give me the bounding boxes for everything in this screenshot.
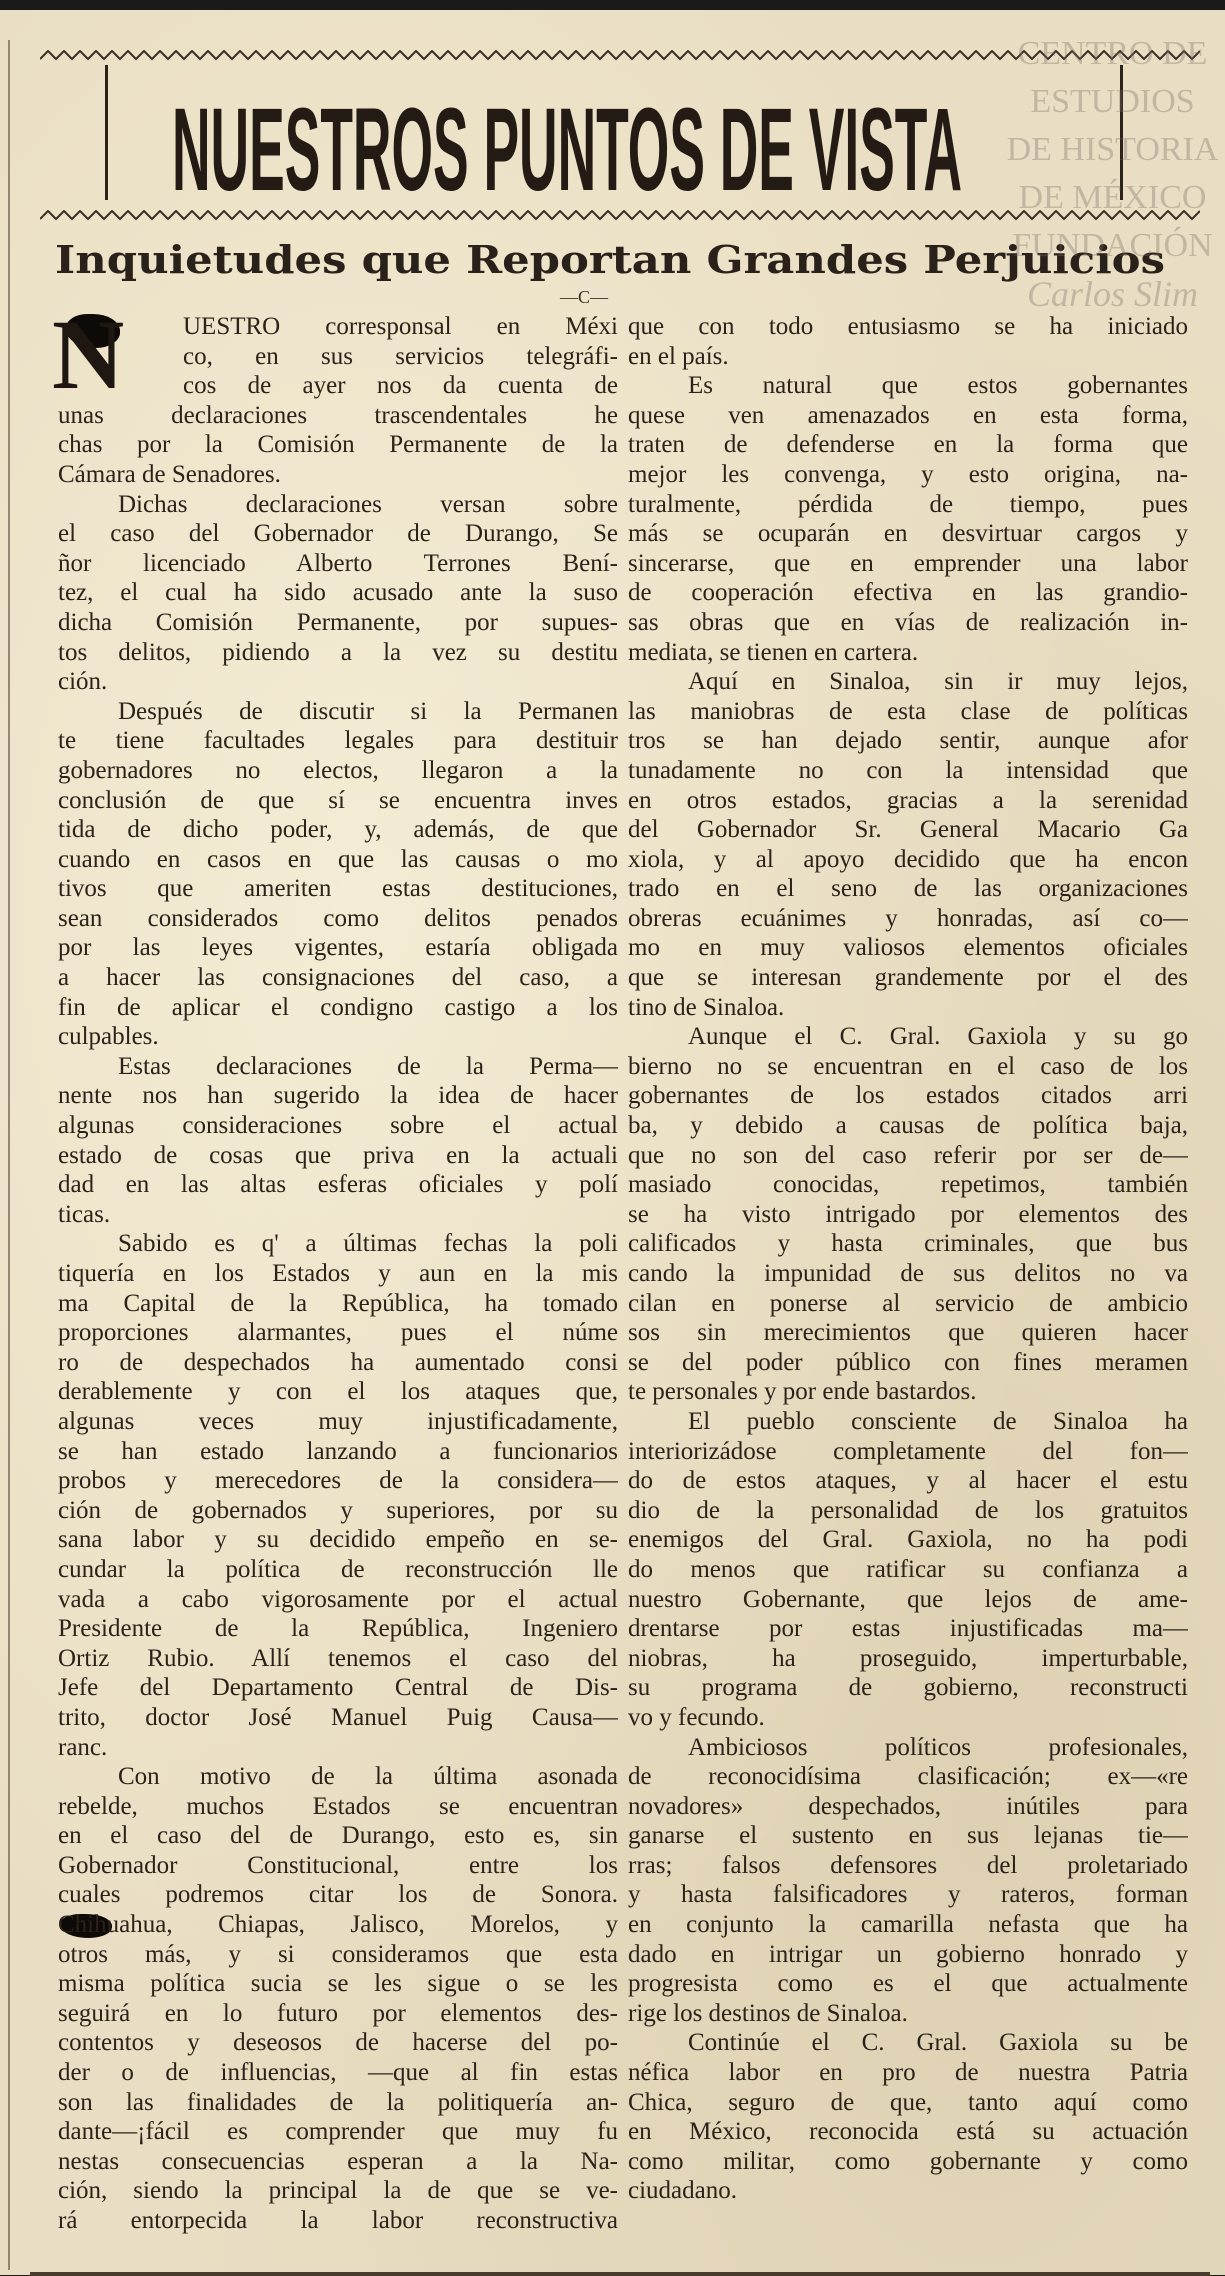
text-line: tez, el cual ha sido acusado ante la suso (58, 579, 618, 607)
text-line: ción. (58, 668, 108, 696)
text-line: obreras ecuánimes y honradas, así co— (628, 904, 1188, 932)
text-line: seguirá en lo futuro por elementos des- (58, 1999, 618, 2027)
text-line: estado de cosas que priva en la actuali (58, 1141, 618, 1169)
text-line: ciudadano. (628, 2177, 737, 2205)
text-line: mediata, se tienen en cartera. (628, 638, 919, 666)
text-line: unas declaraciones trascendentales he (58, 401, 618, 429)
paragraph (628, 1407, 1188, 1733)
text-line: sincerarse, que en emprender una labor (628, 549, 1188, 577)
text-line: Chica, seguro de que, tanto aquí como (628, 2088, 1188, 2116)
text-line: y hasta falsificadores y rateros, forman (628, 1881, 1188, 1909)
text-line: Continúe el C. Gral. Gaxiola su be (688, 2029, 1188, 2057)
text-line: dio de la personalidad de los gratuitos (628, 1496, 1188, 1524)
text-line: enemigos del Gral. Gaxiola, no ha podi (628, 1526, 1188, 1554)
text-line: Aunque el C. Gral. Gaxiola y su go (688, 1023, 1188, 1051)
text-line: novadores» despechados, inútiles para (628, 1792, 1188, 1820)
text-line: del Gobernador Sr. General Macario Ga (628, 816, 1188, 844)
bottom-rule (30, 2272, 1210, 2276)
watermark-line: DE HISTORIA (1006, 131, 1219, 168)
text-line: UESTRO corresponsal en Méxi (183, 313, 618, 340)
paragraph (628, 667, 1188, 1022)
right-column (628, 312, 1188, 2206)
left-column (52, 299, 618, 2236)
text-line: Ambiciosos políticos profesionales, (688, 1733, 1188, 1761)
text-line: otros más, y si consideramos que esta (58, 1940, 618, 1968)
text-line: vada a cabo vigorosamente por el actual (58, 1585, 618, 1613)
masthead-title: NUESTROS PUNTOS DE VISTA (172, 84, 962, 216)
text-line: drentarse por estas injustificadas ma— (628, 1615, 1188, 1643)
text-line: conclusión de que sí se encuentra inves (58, 786, 618, 814)
text-line: las maniobras de esta clase de políticas (628, 697, 1188, 725)
text-line: se ha visto intrigado por elementos des (628, 1200, 1188, 1228)
text-line: rras; falsos defensores del proletariado (628, 1851, 1188, 1879)
text-line: su programa de gobierno, reconstructi (628, 1674, 1188, 1702)
text-line: ro de despechados ha aumentado consi (58, 1348, 618, 1376)
text-line: el caso del Gobernador de Durango, Se (58, 520, 618, 548)
text-line: cuando en casos en que las causas o mo (58, 845, 618, 873)
text-line: Presidente de la República, Ingeniero (58, 1615, 618, 1643)
text-line: dicha Comisión Permanente, por supues- (58, 608, 618, 636)
border-rule (8, 40, 10, 2270)
text-line: calificados y hasta criminales, que bus (628, 1230, 1188, 1258)
text-line: sana labor y su decidido empeño en se- (58, 1526, 618, 1554)
text-line: se han estado lanzando a funcionarios (58, 1437, 618, 1465)
text-line: sean considerados como delitos penados (58, 904, 618, 932)
text-line: mo en muy valiosos elementos oficiales (628, 934, 1188, 962)
text-line: en conjunto la camarilla nefasta que ha (628, 1911, 1188, 1939)
watermark-line: FUNDACIÓN (1012, 227, 1213, 264)
text-line: trito, doctor José Manuel Puig Causa— (58, 1703, 618, 1731)
text-line: dad en las altas esferas oficiales y polí (58, 1171, 618, 1199)
text-line: cundar la política de reconstrucción lle (58, 1555, 618, 1583)
text-line: Con motivo de la última asonada (118, 1763, 618, 1791)
text-line: ma Capital de la República, ha tomado (58, 1289, 618, 1317)
text-line: culpables. (58, 1023, 159, 1051)
text-line: vo y fecundo. (628, 1703, 765, 1731)
text-line: por las leyes vigentes, estaría obligada (58, 934, 618, 962)
text-line: cuales podremos citar los de Sonora. (58, 1881, 618, 1909)
text-line: en otros estados, gracias a la serenidad (628, 786, 1188, 814)
paragraph (58, 490, 618, 697)
text-line: como militar, como gobernante y como (628, 2147, 1188, 2175)
text-line: misma política sucia se les sigue o se les (58, 1970, 618, 1998)
text-line: Cámara de Senadores. (58, 460, 281, 488)
text-line: Jefe del Departamento Central de Dis- (58, 1674, 618, 1702)
text-line: sas obras que en vías de realización in- (628, 608, 1188, 636)
paragraph (58, 1762, 618, 2236)
text-line: Ortiz Rubio. Allí tenemos el caso del (58, 1644, 618, 1672)
text-line: ganarse el sustento en sus lejanas tie— (628, 1822, 1188, 1850)
text-line: algunas veces muy injustificadamente, (58, 1407, 618, 1435)
text-line: tida de dicho poder, y, además, de que (58, 816, 618, 844)
text-line: Chihuahua, Chiapas, Jalisco, Morelos, y (58, 1911, 618, 1939)
text-line: te tiene facultades legales para destituir (58, 727, 618, 755)
archive-watermark (1000, 30, 1225, 318)
text-line: niobras, ha proseguido, imperturbable, (628, 1644, 1188, 1672)
paragraph (628, 312, 1188, 371)
text-line: co, en sus servicios telegráfi- (183, 342, 618, 370)
text-line: chas por la Comisión Permanente de la (58, 431, 618, 459)
text-line: interiorizádose completamente del fon— (628, 1437, 1188, 1465)
paragraph (628, 2028, 1188, 2206)
text-line: tiquería en los Estados y aun en la mis (58, 1260, 618, 1287)
text-line: derablemente y con el los ataques que, (58, 1378, 618, 1406)
text-line: dante—¡fácil es comprender que muy fu (58, 2118, 618, 2146)
text-line: traten de defenderse en la forma que (628, 431, 1188, 459)
text-line: ranc. (58, 1733, 108, 1761)
text-line: rebelde, muchos Estados se encuentran (58, 1792, 618, 1820)
text-line: cilan en ponerse al servicio de ambicio (628, 1289, 1188, 1317)
text-line: turalmente, pérdida de tiempo, pues (628, 490, 1188, 518)
text-line: de cooperación efectiva en las grandio- (628, 579, 1188, 607)
text-line: fin de aplicar el condigno castigo a los (58, 993, 618, 1021)
text-line: que se interesan grandemente por el des (628, 964, 1188, 992)
text-line: Sabido es q' a últimas fechas la poli (118, 1230, 618, 1258)
watermark-line: CENTRO DE (1017, 35, 1208, 72)
text-line: progresista como es el que actualmente (628, 1970, 1188, 1998)
text-line: tros se han dejado sentir, aunque afor (628, 727, 1188, 755)
text-line: ba, y debido a causas de política baja, (628, 1112, 1188, 1140)
text-line: der o de influencias, —que al fin estas (58, 2059, 618, 2087)
text-line: nente nos han sugerido la idea de hacer (58, 1082, 618, 1110)
text-line: do de estos ataques, y al hacer el estu (628, 1467, 1188, 1495)
text-line: xiola, y al apoyo decidido que ha encon (628, 845, 1188, 873)
text-line: ción, siendo la principal la de que se ve- (58, 2177, 618, 2205)
text-line: mejor les convenga, y esto origina, na- (628, 460, 1188, 488)
text-line: contentos y deseosos de hacerse del po- (58, 2029, 618, 2057)
article-headline: Inquietudes que Reportan Grandes Perjuicios (55, 237, 1165, 282)
watermark-line: DE MÉXICO (1018, 179, 1207, 216)
text-line: néfica labor en pro de nuestra Patria (628, 2059, 1188, 2087)
text-line: tino de Sinaloa. (628, 993, 785, 1021)
drop-cap: N (52, 299, 125, 410)
text-line: gobernadores no electos, llegaron a la (58, 756, 618, 784)
text-line: en México, reconocida está su actuación (628, 2118, 1188, 2146)
text-line: Gobernador Constitucional, entre los (58, 1851, 618, 1879)
text-line: ticas. (58, 1200, 111, 1228)
text-line: algunas consideraciones sobre el actual (58, 1112, 618, 1140)
paragraph (58, 1229, 618, 1762)
text-line: bierno no se encuentran en el caso de los (628, 1052, 1188, 1080)
text-line: rige los destinos de Sinaloa. (628, 1999, 908, 2027)
text-line: rá entorpecida la labor reconstructiva (58, 2207, 618, 2234)
text-line: El pueblo consciente de Sinaloa ha (688, 1407, 1188, 1435)
text-line: probos y merecedores de la considera— (58, 1467, 618, 1495)
text-line: tos delitos, pidiendo a la vez su destitu (58, 638, 618, 666)
paragraph (628, 371, 1188, 667)
text-line: cando la impunidad de sus delitos no va (628, 1260, 1188, 1287)
text-line: nuestro Gobernante, que lejos de ame- (628, 1585, 1188, 1613)
headline-separator: —C— (560, 287, 609, 307)
text-line: te personales y por ende bastardos. (628, 1378, 977, 1406)
text-line: Aquí en Sinaloa, sin ir muy lejos, (688, 668, 1188, 696)
text-line: de reconocidísima clasificación; ex—«re (628, 1763, 1188, 1791)
text-line: gobernantes de los estados citados arri (628, 1082, 1188, 1110)
text-line: que no son del caso referir por ser de— (628, 1141, 1188, 1169)
paragraph (58, 1052, 618, 1230)
text-line: masiado conocidas, repetimos, también (628, 1171, 1188, 1199)
text-line: Es natural que estos gobernantes (688, 372, 1188, 400)
text-line: se del poder público con fines meramen (628, 1348, 1188, 1376)
text-line: tivos que ameriten estas destituciones, (58, 875, 618, 903)
newspaper-clipping (0, 10, 1225, 2275)
text-line: Estas declaraciones de la Perma— (118, 1052, 618, 1080)
text-line: sos sin merecimientos que quieren hacer (628, 1319, 1188, 1347)
watermark-signature: Carlos Slim (1026, 274, 1199, 314)
text-line: en el caso del de Durango, esto es, sin (58, 1822, 618, 1850)
text-line: proporciones alarmantes, pues el núme (58, 1319, 618, 1347)
text-line: ñor licenciado Alberto Terrones Bení- (58, 549, 618, 577)
paragraph (58, 697, 618, 1052)
text-line: trado en el seno de las organizaciones (628, 875, 1188, 903)
text-line: cos de ayer nos da cuenta de (183, 372, 618, 400)
text-line: en el país. (628, 342, 729, 370)
text-line: do menos que ratificar su confianza a (628, 1555, 1188, 1583)
text-line: Después de discutir si la Permanen (118, 697, 618, 725)
text-line: ción de gobernados y superiores, por su (58, 1496, 618, 1524)
text-line: que con todo entusiasmo se ha iniciado (628, 313, 1188, 340)
text-line: dado en intrigar un gobierno honrado y (628, 1940, 1188, 1968)
paragraph (628, 1022, 1188, 1407)
text-line: a hacer las consignaciones del caso, a (58, 964, 618, 992)
text-line: quese ven amenazados en esta forma, (628, 401, 1188, 429)
text-line: más se ocuparán en desvirtuar cargos y (628, 520, 1188, 548)
text-line: son las finalidades de la politiquería an- (58, 2088, 618, 2116)
text-line: tunadamente no con la intensidad que (628, 756, 1188, 784)
paragraph (628, 1733, 1188, 2029)
text-line: Dichas declaraciones versan sobre (118, 490, 618, 518)
paragraph (58, 312, 618, 490)
watermark-line: ESTUDIOS (1030, 83, 1195, 120)
text-line: nestas consecuencias esperan a la Na- (58, 2147, 618, 2175)
